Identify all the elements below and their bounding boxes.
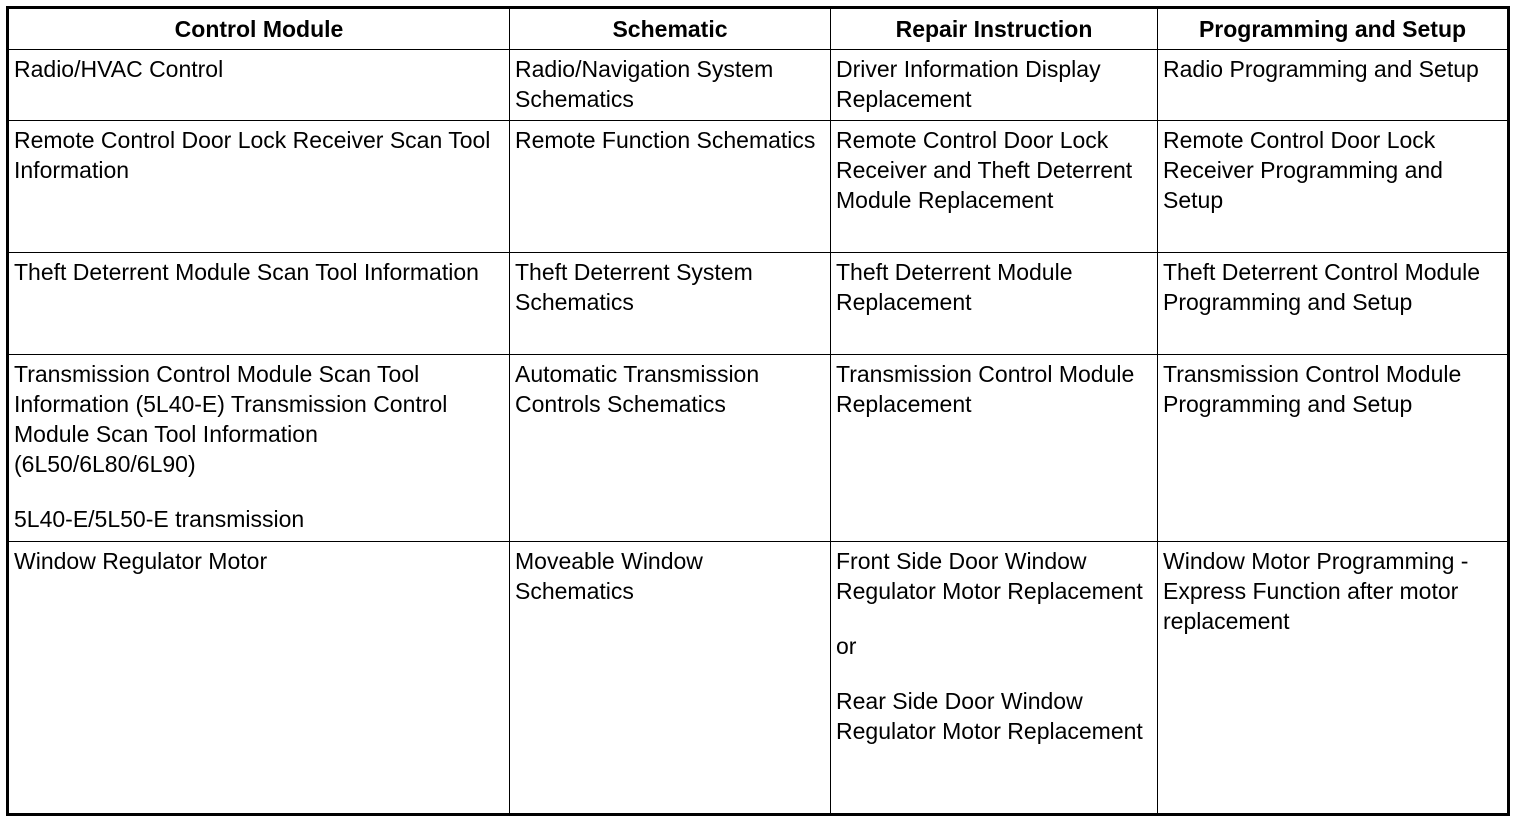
- header-schematic: Schematic: [510, 8, 831, 50]
- cell-text: Transmission Control Module Scan Tool Information (5L40-E) Transmission Control Module Scan Tool Information (6L50/6L80/6L90): [14, 361, 448, 477]
- paragraph-gap: [14, 479, 503, 504]
- cell-schematic: Theft Deterrent System Schematics: [510, 253, 831, 355]
- cell-programming-and-setup: Radio Programming and Setup: [1158, 50, 1509, 121]
- table-row: [8, 50, 1509, 121]
- cell-text: Radio/HVAC Control: [14, 56, 224, 82]
- cell-text: 5L40-E/5L50-E transmission: [14, 506, 305, 532]
- cell-text: Driver Information Display Replacement: [836, 56, 1101, 112]
- table-row: [8, 253, 1509, 355]
- cell-repair-instruction: [831, 50, 1158, 121]
- cell-schematic: Moveable Window Schematics: [510, 542, 831, 815]
- header-control-module: Control Module: [8, 8, 510, 50]
- cell-text: or: [836, 633, 857, 659]
- cell-text: Window Regulator Motor: [14, 548, 268, 574]
- cell-text: Rear Side Door Window Regulator Motor Replacement: [836, 688, 1143, 744]
- cell-repair-instruction: [831, 542, 1158, 815]
- cell-text: Transmission Control Module Replacement: [836, 361, 1135, 417]
- cell-control-module: [8, 542, 510, 815]
- cell-programming-and-setup: Theft Deterrent Control Module Programming and Setup: [1158, 253, 1509, 355]
- control-module-reference-table: [6, 6, 1510, 816]
- cell-control-module: [8, 253, 510, 355]
- paragraph-gap: [836, 661, 1151, 686]
- table-row: [8, 355, 1509, 542]
- cell-control-module: [8, 121, 510, 253]
- cell-control-module: [8, 50, 510, 121]
- header-programming-and-setup: Programming and Setup: [1158, 8, 1509, 50]
- table-row: [8, 542, 1509, 815]
- cell-text: Theft Deterrent Module Scan Tool Information: [14, 259, 479, 285]
- cell-repair-instruction: [831, 121, 1158, 253]
- cell-programming-and-setup: Remote Control Door Lock Receiver Programming and Setup: [1158, 121, 1509, 253]
- paragraph-gap: [836, 606, 1151, 631]
- cell-schematic: Automatic Transmission Controls Schematics: [510, 355, 831, 542]
- cell-repair-instruction: [831, 253, 1158, 355]
- cell-schematic: Radio/Navigation System Schematics: [510, 50, 831, 121]
- cell-schematic: Remote Function Schematics: [510, 121, 831, 253]
- cell-programming-and-setup: Transmission Control Module Programming and Setup: [1158, 355, 1509, 542]
- table-header-row: [8, 8, 1509, 50]
- header-repair-instruction: Repair Instruction: [831, 8, 1158, 50]
- cell-control-module: [8, 355, 510, 542]
- cell-text: Remote Control Door Lock Receiver and Theft Deterrent Module Replacement: [836, 127, 1133, 213]
- table-row: [8, 121, 1509, 253]
- cell-text: Theft Deterrent Module Replacement: [836, 259, 1073, 315]
- cell-repair-instruction: [831, 355, 1158, 542]
- cell-programming-and-setup: Window Motor Programming - Express Function after motor replacement: [1158, 542, 1509, 815]
- cell-text: Front Side Door Window Regulator Motor Replacement: [836, 548, 1143, 604]
- cell-text: Remote Control Door Lock Receiver Scan Tool Information: [14, 127, 491, 183]
